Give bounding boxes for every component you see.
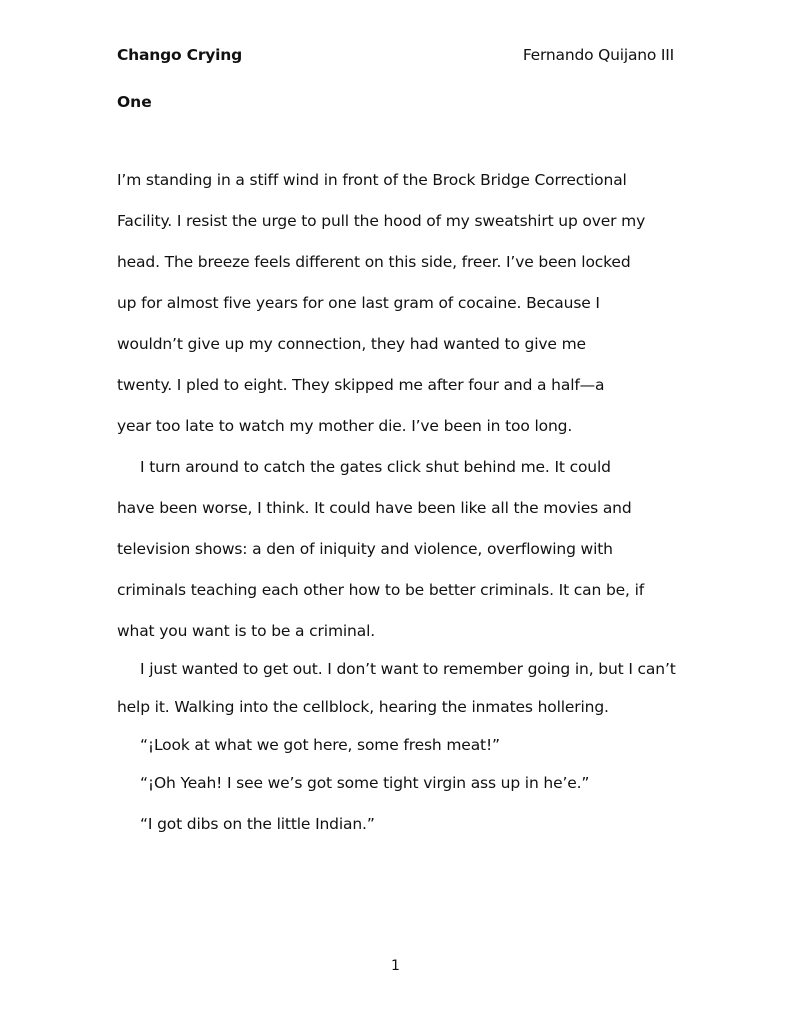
page-number: 1 bbox=[391, 958, 400, 974]
text-line: “¡Look at what we got here, some fresh meat!” bbox=[140, 736, 500, 754]
text-line: “I got dibs on the little Indian.” bbox=[140, 815, 375, 833]
text-line: criminals teaching each other how to be better criminals. It can be, if bbox=[117, 581, 645, 599]
text-line: what you want is to be a criminal. bbox=[117, 622, 375, 640]
text-line: wouldn’t give up my connection, they had wanted to give me bbox=[117, 335, 586, 353]
text-line: have been worse, I think. It could have been like all the movies and bbox=[117, 499, 632, 517]
text-line: year too late to watch my mother die. I’ve been in too long. bbox=[117, 417, 573, 435]
text-line: Facility. I resist the urge to pull the hood of my sweatshirt up over my bbox=[117, 212, 646, 230]
header-author: Fernando Quijano III bbox=[522, 46, 674, 64]
text-line: up for almost five years for one last gram of cocaine. Because I bbox=[117, 294, 600, 312]
text-line: help it. Walking into the cellblock, hearing the inmates hollering. bbox=[117, 698, 609, 716]
text-line: “¡Oh Yeah! I see we’s got some tight virgin ass up in he’e.” bbox=[140, 774, 590, 792]
text-line: head. The breeze feels different on this side, freer. I’ve been locked bbox=[117, 253, 631, 271]
text-line: I just wanted to get out. I don’t want to remember going in, but I can’t bbox=[140, 660, 676, 678]
text-line: television shows: a den of iniquity and violence, overflowing with bbox=[117, 540, 613, 558]
text-line: I’m standing in a stiff wind in front of the Brock Bridge Correctional bbox=[117, 171, 627, 189]
text-line: I turn around to catch the gates click shut behind me. It could bbox=[140, 458, 611, 476]
chapter-heading: One bbox=[117, 93, 152, 111]
header-book-title: Chango Crying bbox=[117, 46, 243, 64]
text-line: twenty. I pled to eight. They skipped me after four and a half—a bbox=[117, 376, 605, 394]
